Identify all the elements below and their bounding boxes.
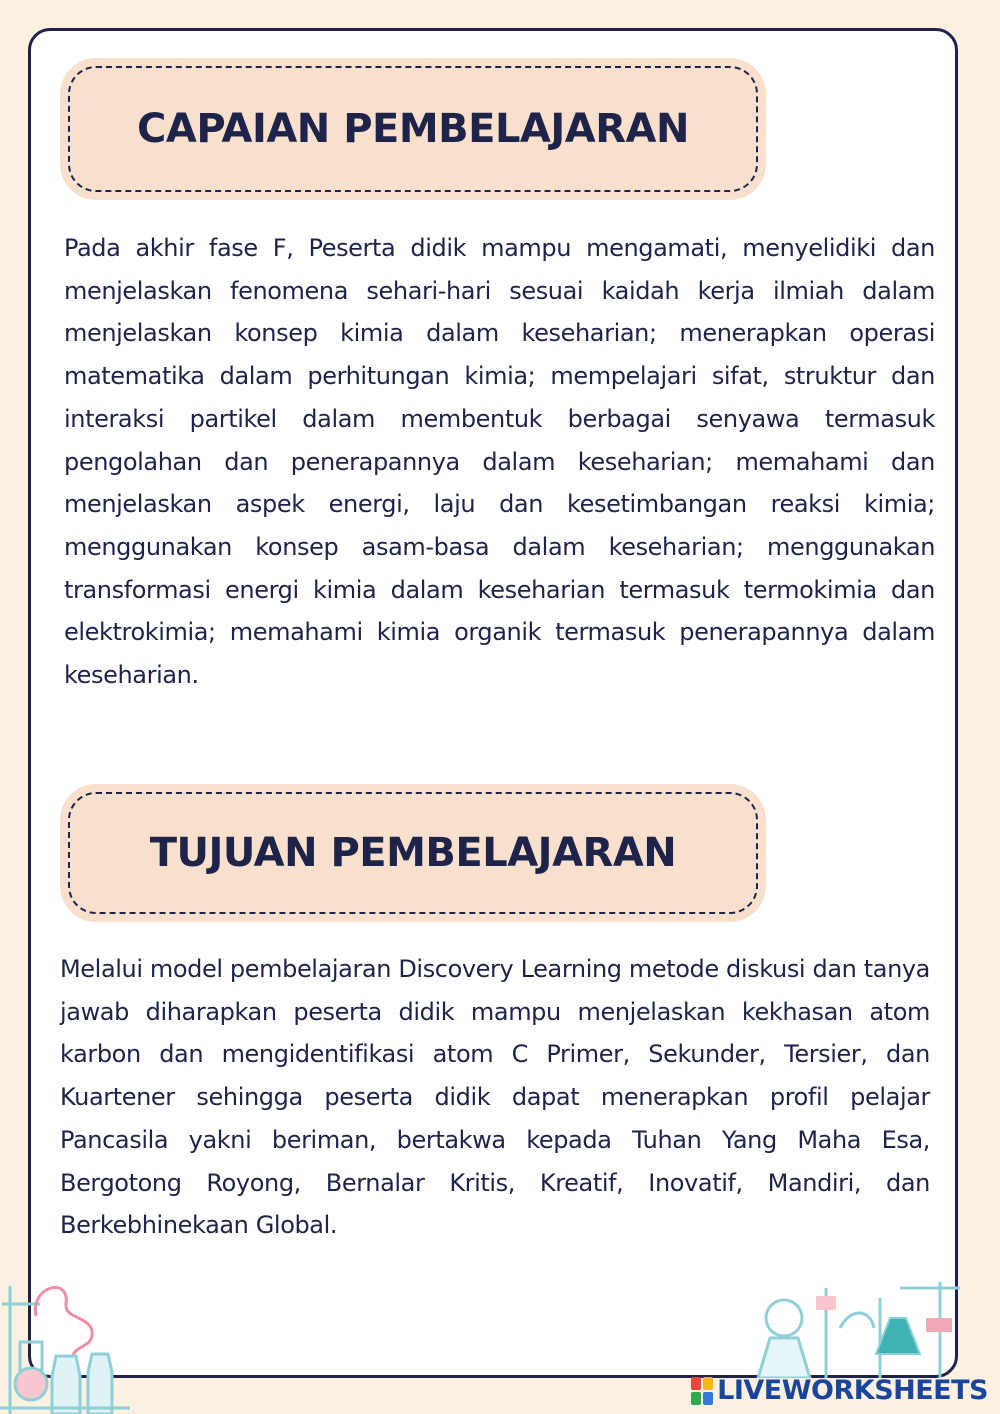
capaian-paragraph: Pada akhir fase F, Peserta didik mampu mengamati, menyelidiki dan menjelaskan fenomena sehari-hari sesuai kaidah kerja ilmiah dalam menjelaskan konsep kimia dalam keseharian; menerapkan operasi matematika dalam perhitungan kimia; mempelajari sifat, struktur dan interaksi partikel dalam membentuk berbagai senyawa termasuk pengolahan dan penerapannya dalam keseharian; memahami dan menjelaskan aspek energi, laju dan kesetimbangan reaksi kimia; menggunakan konsep asam-basa dalam keseharian; menggunakan transformasi energi kimia dalam keseharian termasuk termokimia dan elektrokimia; memahami kimia organik termasuk penerapannya dalam keseharian.: [64, 234, 935, 690]
liveworksheets-brand[interactable]: [691, 1375, 988, 1406]
tujuan-title: TUJUAN PEMBELAJARAN: [149, 830, 677, 876]
lab-glassware-left-icon: [0, 1276, 140, 1414]
brand-name: LIVEWORKSHEETS: [717, 1375, 988, 1406]
capaian-title: CAPAIAN PEMBELAJARAN: [137, 106, 689, 152]
lab-glassware-right-icon: [750, 1278, 970, 1378]
capaian-heading-box: [60, 58, 766, 200]
tujuan-heading-box: [60, 784, 766, 922]
liveworksheets-logo-icon: [691, 1377, 713, 1405]
tujuan-paragraph: Melalui model pembelajaran Discovery Learning metode diskusi dan tanya jawab diharapkan peserta didik mampu menjelaskan kekhasan atom karbon dan mengidentifikasi atom C Primer, Sekunder, Tersier, dan Kuartener sehingga peserta didik dapat menerapkan profil pelajar Pancasila yakni beriman, bertakwa kepada Tuhan Yang Maha Esa, Bergotong Royong, Bernalar Kritis, Kreatif, Inovatif, Mandiri, dan Berkebhinekaan Global.: [60, 955, 930, 1240]
